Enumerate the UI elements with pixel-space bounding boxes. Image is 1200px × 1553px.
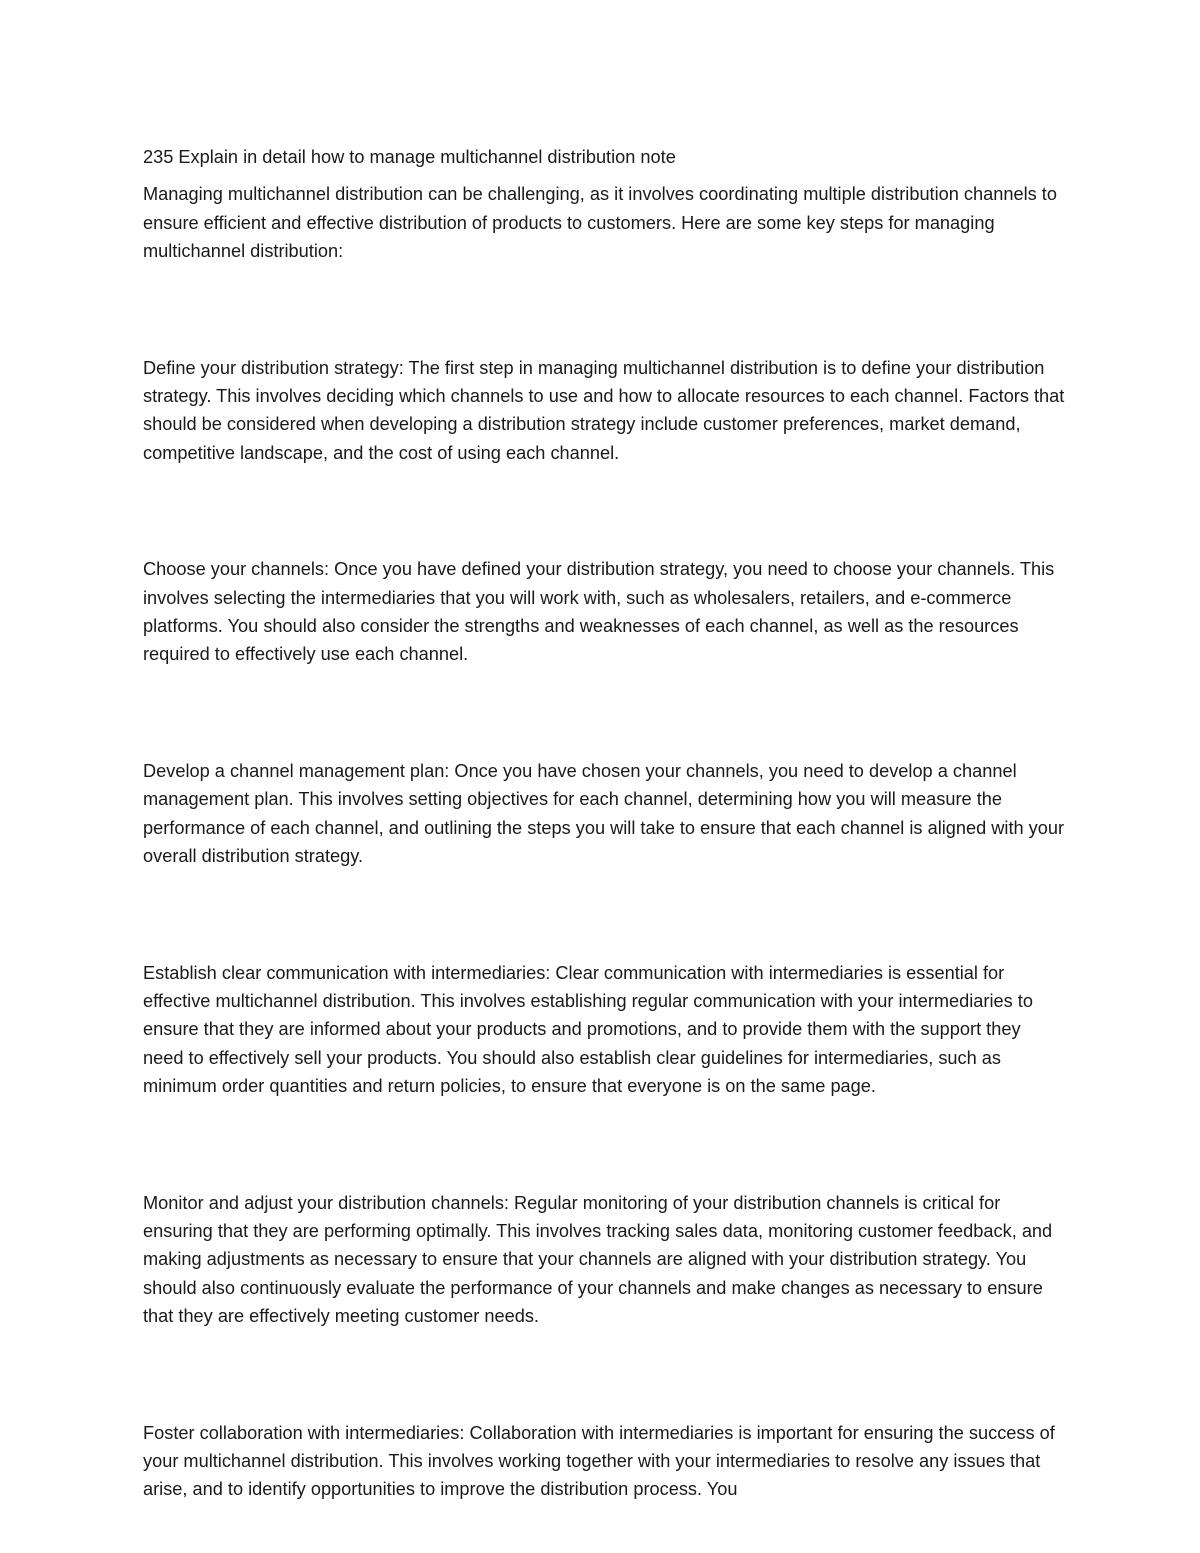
paragraph-spacer [143,1101,1065,1189]
section-channel-management-plan: Develop a channel management plan: Once you have chosen your channels, you need to develop a channel management plan. This involves setting objectives for each channel, determining how you will measure the performance of each channel, and outlining the steps you will take to ensure that each channel is aligned with your overall distribution strategy. [143,760,1065,867]
paragraph-spacer [143,266,1065,354]
paragraph-spacer [143,467,1065,555]
section-clear-communication: Establish clear communication with intermediaries: Clear communication with intermediaries is essential for effective multichannel distribution. This involves establishing regular communication with your intermediaries to ensure that they are informed about your products and promotions, and to provide them with the support they need to effectively sell your products. You should also establish clear guidelines for intermediaries, such as minimum order quantities and return policies, to ensure that everyone is on the same page. [143,962,1033,1097]
paragraph-spacer [143,1331,1065,1419]
document-title: 235 Explain in detail how to manage multichannel distribution note [143,147,676,167]
document-body [143,143,1065,1504]
section-foster-collaboration: Foster collaboration with intermediaries: Collaboration with intermediaries is important for ensuring the success of your multichannel distribution. This involves working together with your intermediaries to resolve any issues that arise, and to identify opportunities to improve the distribution process. You [143,1422,1055,1500]
intro-paragraph: Managing multichannel distribution can be challenging, as it involves coordinating multiple distribution channels to ensure efficient and effective distribution of products to customers. Here are some key steps for managing multichannel distribution: [143,184,1057,262]
section-choose-channels: Choose your channels: Once you have defined your distribution strategy, you need to choose your channels. This involves selecting the intermediaries that you will work with, such as wholesalers, retailers, and e-commerce platforms. You should also consider the strengths and weaknesses of each channel, as well as the resources required to effectively use each channel. [143,559,1055,665]
section-monitor-adjust: Monitor and adjust your distribution channels: Regular monitoring of your distribution channels is critical for ensuring that they are performing optimally. This involves tracking sales data, monitoring customer feedback, and making adjustments as necessary to ensure that your channels are aligned with your distribution strategy. You should also continuously evaluate the performance of your channels and make changes as necessary to ensure that they are effectively meeting customer needs. [143,1192,1053,1327]
paragraph-spacer [143,871,1065,959]
paragraph-spacer [143,669,1065,757]
section-define-strategy: Define your distribution strategy: The first step in managing multichannel distribution is to define your distribution strategy. This involves deciding which channels to use and how to allocate resources to each channel. Factors that should be considered when developing a distribution strategy include customer preferences, market demand, competitive landscape, and the cost of using each channel. [143,357,1065,463]
